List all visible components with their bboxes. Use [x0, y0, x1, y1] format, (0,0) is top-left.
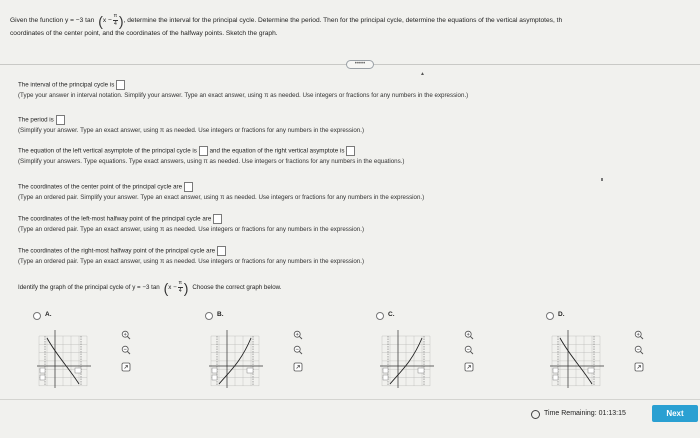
option-d-graph — [548, 326, 616, 392]
right-asymptote-prompt: and the equation of the right vertical asymptote is — [209, 147, 345, 155]
period-hint: (Simplify your answer. Type an exact answer, using π as needed. Use integers or fractions for any numbers in the expression.) — [18, 126, 365, 134]
option-a-radio[interactable] — [33, 312, 41, 320]
expand-more-button[interactable]: ••••• — [346, 60, 374, 69]
graph-options — [0, 312, 700, 392]
left-halfway-prompt: The coordinates of the left-most halfway point of the principal cycle are — [18, 215, 212, 223]
period-answer-box[interactable] — [56, 115, 65, 125]
option-c-zoom-in-icon[interactable] — [464, 330, 474, 340]
time-remaining-label: Time Remaining: — [544, 410, 597, 417]
option-b-graph — [207, 326, 275, 392]
option-d-zoom-in-icon[interactable] — [634, 330, 644, 340]
option-c-popout-icon[interactable] — [464, 362, 474, 372]
option-b-label: B. — [217, 311, 224, 318]
question-line1-b: , determine the interval for the principal cycle. Determine the period. Then for the principal cycle, determine the equations of the vertical asymptotes, th — [123, 17, 563, 24]
right-halfway-answer-box[interactable] — [217, 246, 226, 256]
option-b-radio[interactable] — [205, 312, 213, 320]
question-line2: coordinates of the center point, and the coordinates of the halfway points. Sketch the graph. — [10, 30, 278, 37]
option-a-popout-icon[interactable] — [121, 362, 131, 372]
center-part — [18, 182, 424, 203]
option-d-radio[interactable] — [546, 312, 554, 320]
question-x-minus: x − — [102, 17, 112, 24]
right-halfway-hint: (Type an ordered pair. Type an exact answer, using π as needed. Use integers or fractions for any numbers in the expression.) — [18, 257, 365, 265]
option-a-zoom-in-icon[interactable] — [121, 330, 131, 340]
option-b-zoom-in-icon[interactable] — [293, 330, 303, 340]
graph-pi-over-4-fraction: $\frac{\pi}{4}$ — [178, 280, 182, 294]
option-b-zoom-out-icon[interactable] — [293, 345, 303, 355]
option-c-zoom-out-icon[interactable] — [464, 345, 474, 355]
right-asymptote-answer-box[interactable] — [346, 146, 355, 156]
interval-part — [18, 80, 468, 101]
option-d-popout-icon[interactable] — [634, 362, 644, 372]
asymptotes-part — [18, 146, 405, 167]
option-a-graph — [35, 326, 103, 392]
option-d-label: D. — [558, 311, 565, 318]
option-c-graph — [378, 326, 446, 392]
option-c-label: C. — [388, 311, 395, 318]
option-a-zoom-out-icon[interactable] — [121, 345, 131, 355]
right-halfway-prompt: The coordinates of the right-most halfway point of the principal cycle are — [18, 247, 216, 255]
time-remaining — [531, 409, 626, 419]
right-halfway-part — [18, 246, 364, 267]
left-asymptote-answer-box[interactable] — [199, 146, 208, 156]
center-answer-box[interactable] — [184, 182, 193, 192]
left-halfway-hint: (Type an ordered pair. Type an exact answer, using π as needed. Use integers or fractions for any numbers in the expression.) — [18, 225, 365, 233]
pi-over-4-fraction: $\frac{\pi}{4}$ — [113, 13, 118, 27]
option-c-radio[interactable] — [376, 312, 384, 320]
left-halfway-answer-box[interactable] — [213, 214, 222, 224]
graph-part: Identify the graph of the principal cycle of y = −3 tan ( x − $\frac{\pi}{4}$ ) Choose the correct graph below. — [18, 279, 282, 296]
mouse-cursor-icon: ▲ — [420, 71, 425, 77]
option-d-zoom-out-icon[interactable] — [634, 345, 644, 355]
left-halfway-part — [18, 214, 364, 235]
interval-prompt: The interval of the principal cycle is — [18, 81, 115, 89]
period-prompt: The period is — [18, 116, 54, 124]
asymptotes-hint: (Simplify your answers. Type equations. Type exact answers, using π as needed. Use integers or fractions for any numbers in the equations.) — [18, 157, 405, 165]
question-text: Given the function y = −3 tan ( x − $\frac{\pi}{4}$ ) , determine the interval for the principal cycle. Determine the period. Then for the principal cycle, determine the equations of the vertical asymptotes, th coordinates of the center point, and the coordinates of the halfway points. Sketch the graph. — [10, 14, 698, 40]
graph-prompt-a: Identify the graph of the principal cycle of y = −3 tan — [18, 283, 160, 291]
clock-icon — [531, 410, 540, 419]
option-a-label: A. — [45, 311, 52, 318]
time-remaining-value: 01:13:15 — [598, 410, 626, 417]
stray-mark — [601, 178, 603, 181]
interval-hint: (Type your answer in interval notation. Simplify your answer. Type an exact answer, using π as needed. Use integers or fractions for any numbers in the expression.) — [18, 91, 469, 99]
graph-x-minus: x − — [168, 283, 177, 291]
question-line1-a: Given the function y = −3 tan — [10, 17, 95, 24]
option-b-popout-icon[interactable] — [293, 362, 303, 372]
graph-prompt-b: Choose the correct graph below. — [192, 283, 282, 291]
period-part — [18, 115, 364, 136]
next-button[interactable]: Next — [652, 405, 698, 422]
footer-divider — [0, 399, 700, 400]
center-prompt: The coordinates of the center point of the principal cycle are — [18, 183, 183, 191]
center-hint: (Type an ordered pair. Simplify your answer. Type an exact answer, using π as needed. Use integers or fractions for any numbers in the expression.) — [18, 193, 425, 201]
left-asymptote-prompt: The equation of the left vertical asymptote of the principal cycle is — [18, 147, 197, 155]
interval-answer-box[interactable] — [116, 80, 125, 90]
